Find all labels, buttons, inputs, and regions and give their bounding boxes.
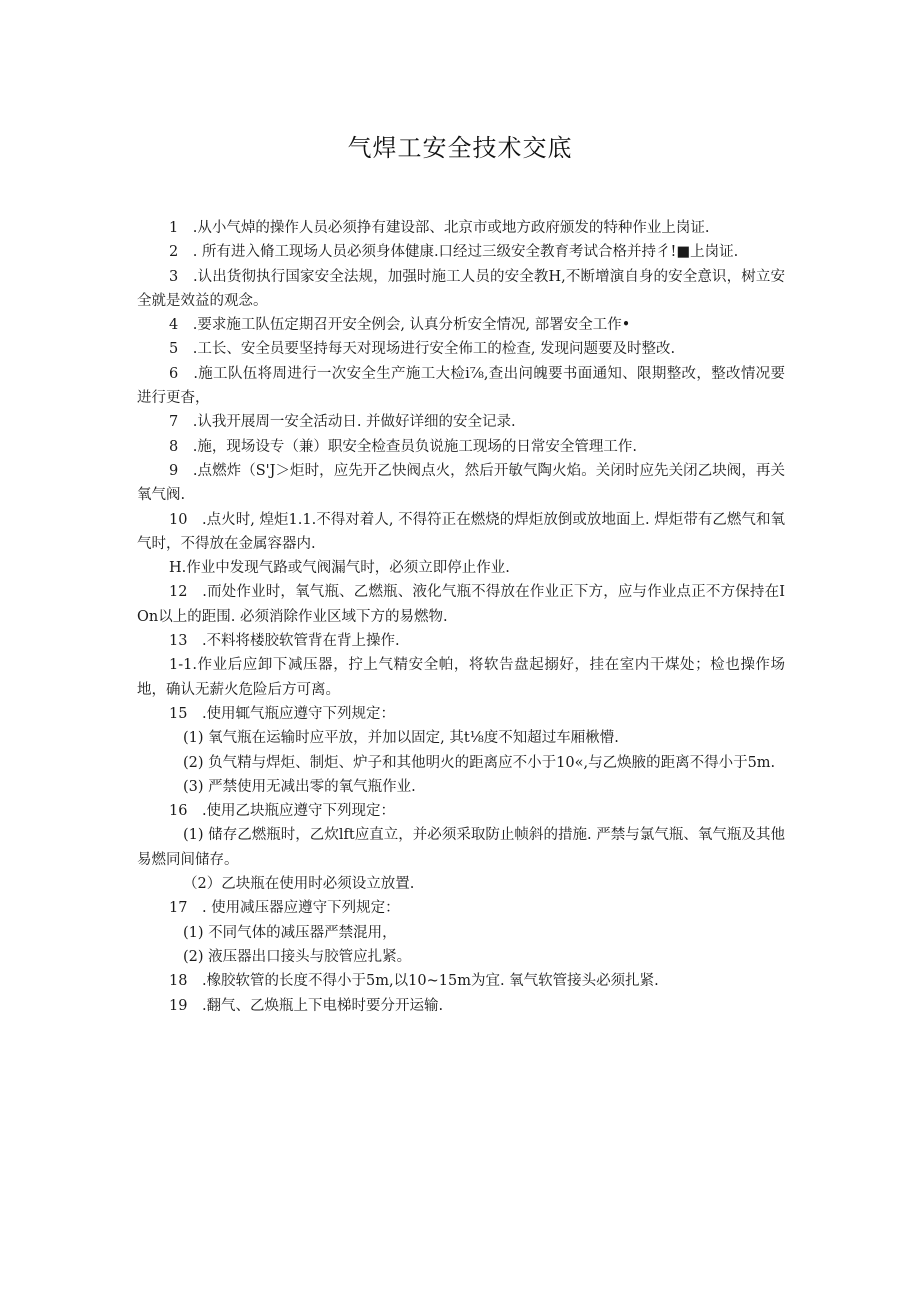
paragraph-18: 18 .橡胶软管的长度不得小于5m,以10~15m为宜. 氧气软管接头必须扎紧. (169, 973, 659, 990)
sub-item-17-2: (2) 液压器出口接头与胶管应扎紧。 (183, 948, 412, 965)
paragraph-13: 13 .不料将楼胶软管背在背上操作. (169, 633, 400, 650)
sub-item-16-2: （2）乙块瓶在使用时必须设立放置. (183, 876, 415, 893)
paragraph-8: 8 .施，现场设专（兼）职安全检查员负说施工现场的日常安全管理工作. (169, 438, 637, 455)
document-title: 气焊工安全技术交底 (347, 134, 573, 162)
sub-item-16-1: (1) 储存乙燃瓶时，乙炊lft应直立，并必须采取防止帧斜的措施. 严禁与氯气瓶、氧气瓶及其他易燃同间储存。 (137, 827, 785, 868)
paragraph-7: 7 .认我开展周一安全活动日. 并做好详细的安全记录. (169, 414, 516, 431)
paragraph-4: 4 .要求施工队伍定期召开安全例会, 认真分析安全情况, 部署安全工作• (169, 317, 631, 334)
paragraph-16: 16 .使用乙块瓶应遵守下列现定： (169, 803, 396, 820)
sub-item-15-1: (1) 氧气瓶在运输时应平放，并加以固定, 其t⅛度不知超过车厢楸懵. (183, 730, 619, 747)
paragraph-12: 12 .而处作业时，氧气瓶、乙燃瓶、液化气瓶不得放在作业正下方，应与作业点正不方保持在IOn以上的距围. 必须消除作业区域下方的易燃物. (137, 584, 785, 625)
paragraph-11: H.作业中发现气路或气阀漏气时，必须立即停止作业. (169, 560, 510, 577)
paragraph-19: 19 .翻气、乙焕瓶上下电梯时要分开运输. (169, 997, 444, 1014)
paragraph-17: 17 . 使用减压器应遵守下列规定： (169, 900, 400, 917)
sub-item-15-3: (3) 严禁使用无减出零的氧气瓶作业. (183, 778, 416, 795)
document-body (137, 216, 785, 1018)
paragraph-5: 5 .工长、安全员要坚持每天对现场进行安全佈工的检查, 发现问题要及时整改. (169, 341, 676, 358)
paragraph-15: 15 .使用辄气瓶应遵守下列规定： (169, 705, 396, 722)
paragraph-6: 6 .施工队伍将周进行一次安全生产施工大检i⅞,查出问魄要书面通知、限期整改，整改情况要进行更杳， (137, 365, 785, 407)
paragraph-9: 9 .点燃炸（S'J＞炬时，应先开乙快阀点火，然后开敏气陶火焰。关闭时应先关闭乙块阀，再关氧气阀. (137, 462, 785, 504)
sub-item-15-2: (2) 负气精与焊炬、制炬、炉子和其他明火的距离应不小于10«,与乙焕腋的距离不得小于5m. (183, 754, 776, 771)
sub-item-17-1: (1) 不同气体的减压器严禁混用， (183, 924, 397, 941)
paragraph-10: 10 .点火时, 煌炬1.1.不得对着人, 不得符正在燃烧的焊炬放倒或放地面上. 焊炬带有乙燃气和氧气时，不得放在金属容器内. (137, 511, 785, 552)
paragraph-3: 3 .认出货彻执行国家安全法规，加强时施工人员的安全教H,不断增演自身的安全意识，树立安全就是效益的观念。 (137, 268, 785, 309)
paragraph-14: 1-1.作业后应卸下减压器，拧上气精安全帕，将软告盘起搦好，挂在室内干煤处；检也操作场地，确认无薪火危险后方可离。 (137, 657, 785, 698)
paragraph-2: 2 . 所有进入脩工现场人员必须身体健康.口经过三级安全教育考试合格并持彳!■上岗证. (169, 244, 739, 261)
paragraph-1: 1 .从小气焯的操作人员必须挣有建设部、北京市或地方政府颁发的特种作业上岗证. (169, 220, 710, 236)
